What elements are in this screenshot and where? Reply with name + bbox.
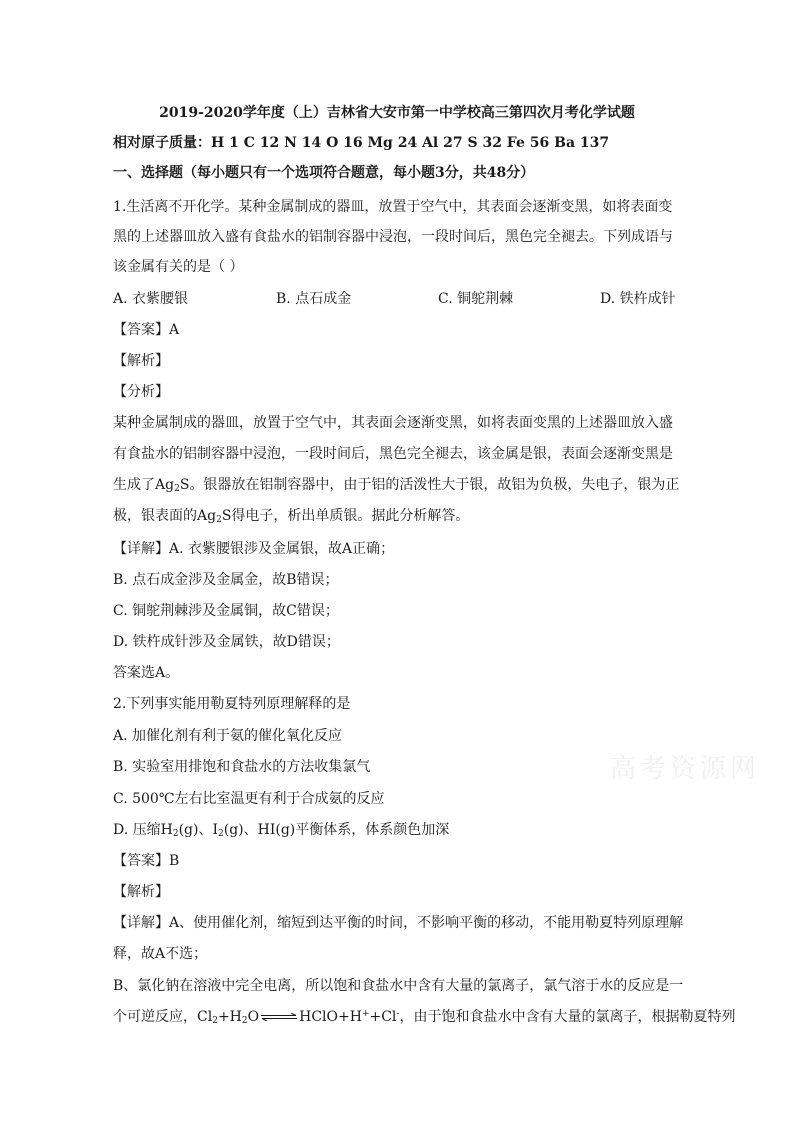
q1-fenxi-label: 【分析】 bbox=[113, 384, 169, 400]
q1-option-c: C. 铜鸵荆棘 bbox=[438, 291, 514, 307]
q1-analysis-line3: 生成了$Ag_2S$。银器放在铝制容器中，由于铝的活泼性大于银，故铝为负极，失电子，银为正 bbox=[113, 477, 680, 494]
q1-detail-d: D. 铁杵成针涉及金属铁，故D错误； bbox=[113, 634, 340, 650]
q1-stem-line3: 该金属有关的是（ ） bbox=[113, 259, 244, 275]
q1-detail-c: C. 铜鸵荆棘涉及金属铜，故C错误； bbox=[113, 603, 339, 619]
q2-detail-b-line1: B、氯化钠在溶液中完全电离，所以饱和食盐水中含有大量的氯离子，氯气溶于水的反应是一 bbox=[113, 978, 684, 994]
q1-stem-line2: 黑的上述器皿放入盛有食盐水的铝制容器中浸泡，一段时间后，黑色完全褪去。下列成语与 bbox=[113, 229, 673, 245]
q1-answer: 【答案】A bbox=[113, 322, 180, 338]
q1-detail-b: B. 点石成金涉及金属金，故B错误； bbox=[113, 572, 339, 588]
q2-detail-a-line2: 释，故A不选； bbox=[113, 946, 208, 962]
q2-detail-b-line2: 个可逆反应，$Cl_2+H_2O$ HClO+H++Cl-，由于饱和食盐水中含有大量的氯离子，根据勒夏特列 bbox=[113, 1009, 736, 1026]
watermark: 高考资源网 bbox=[610, 754, 761, 784]
q2-option-c: C. 500℃左右比室温更有利于合成氨的反应 bbox=[113, 791, 385, 807]
atomic-mass-line: 相对原子质量：H 1 C 12 N 14 O 16 Mg 24 Al 27 S 32 Fe 56 Ba 137 bbox=[113, 135, 610, 151]
section-heading: 一、选择题（每小题只有一个选项符合题意，每小题3分，共48分） bbox=[113, 165, 535, 181]
q1-stem-line1: 1.生活离不开化学。某种金属制成的器皿，放置于空气中，其表面会逐渐变黑，如将表面变 bbox=[113, 199, 673, 215]
q1-analysis-line1: 某种金属制成的器皿，放置于空气中，其表面会逐渐变黑，如将表面变黑的上述器皿放入盛 bbox=[113, 415, 673, 431]
q1-option-d: D. 铁杵成针 bbox=[600, 291, 676, 307]
q2-answer: 【答案】B bbox=[113, 853, 180, 869]
q2-option-a: A. 加催化剂有利于氨的催化氧化反应 bbox=[113, 728, 343, 744]
q1-jiexi-label: 【解析】 bbox=[113, 353, 169, 369]
document-title: 2019-2020学年度（上）吉林省大安市第一中学校高三第四次月考化学试题 bbox=[159, 105, 635, 121]
q2-jiexi-label: 【解析】 bbox=[113, 884, 169, 900]
q1-analysis-line4: 极，银表面的$Ag_2S$得电子，析出单质银。据此分析解答。 bbox=[113, 508, 470, 525]
q1-detail-a: 【详解】A. 衣紫腰银涉及金属银，故A正确； bbox=[113, 541, 395, 557]
q2-option-d: D. 压缩$H_2(g)$、$I_2(g)$、HI(g)平衡体系，体系颜色加深 bbox=[113, 822, 450, 839]
q2-option-b: B. 实验室用排饱和食盐水的方法收集氯气 bbox=[113, 759, 371, 775]
q2-stem: 2.下列事实能用勒夏特列原理解释的是 bbox=[113, 696, 351, 712]
q1-analysis-line2: 有食盐水的铝制容器中浸泡，一段时间后，黑色完全褪去，该金属是银，表面会逐渐变黑是 bbox=[113, 446, 673, 462]
q2-detail-a-line1: 【详解】A、使用催化剂，缩短到达平衡的时间，不影响平衡的移动，不能用勒夏特列原理解 bbox=[113, 915, 684, 931]
q1-conclusion: 答案选A。 bbox=[113, 665, 180, 681]
q1-option-b: B. 点石成金 bbox=[276, 291, 352, 307]
reversible-arrow-icon bbox=[260, 1013, 298, 1021]
q1-option-a: A. 衣紫腰银 bbox=[113, 291, 189, 307]
